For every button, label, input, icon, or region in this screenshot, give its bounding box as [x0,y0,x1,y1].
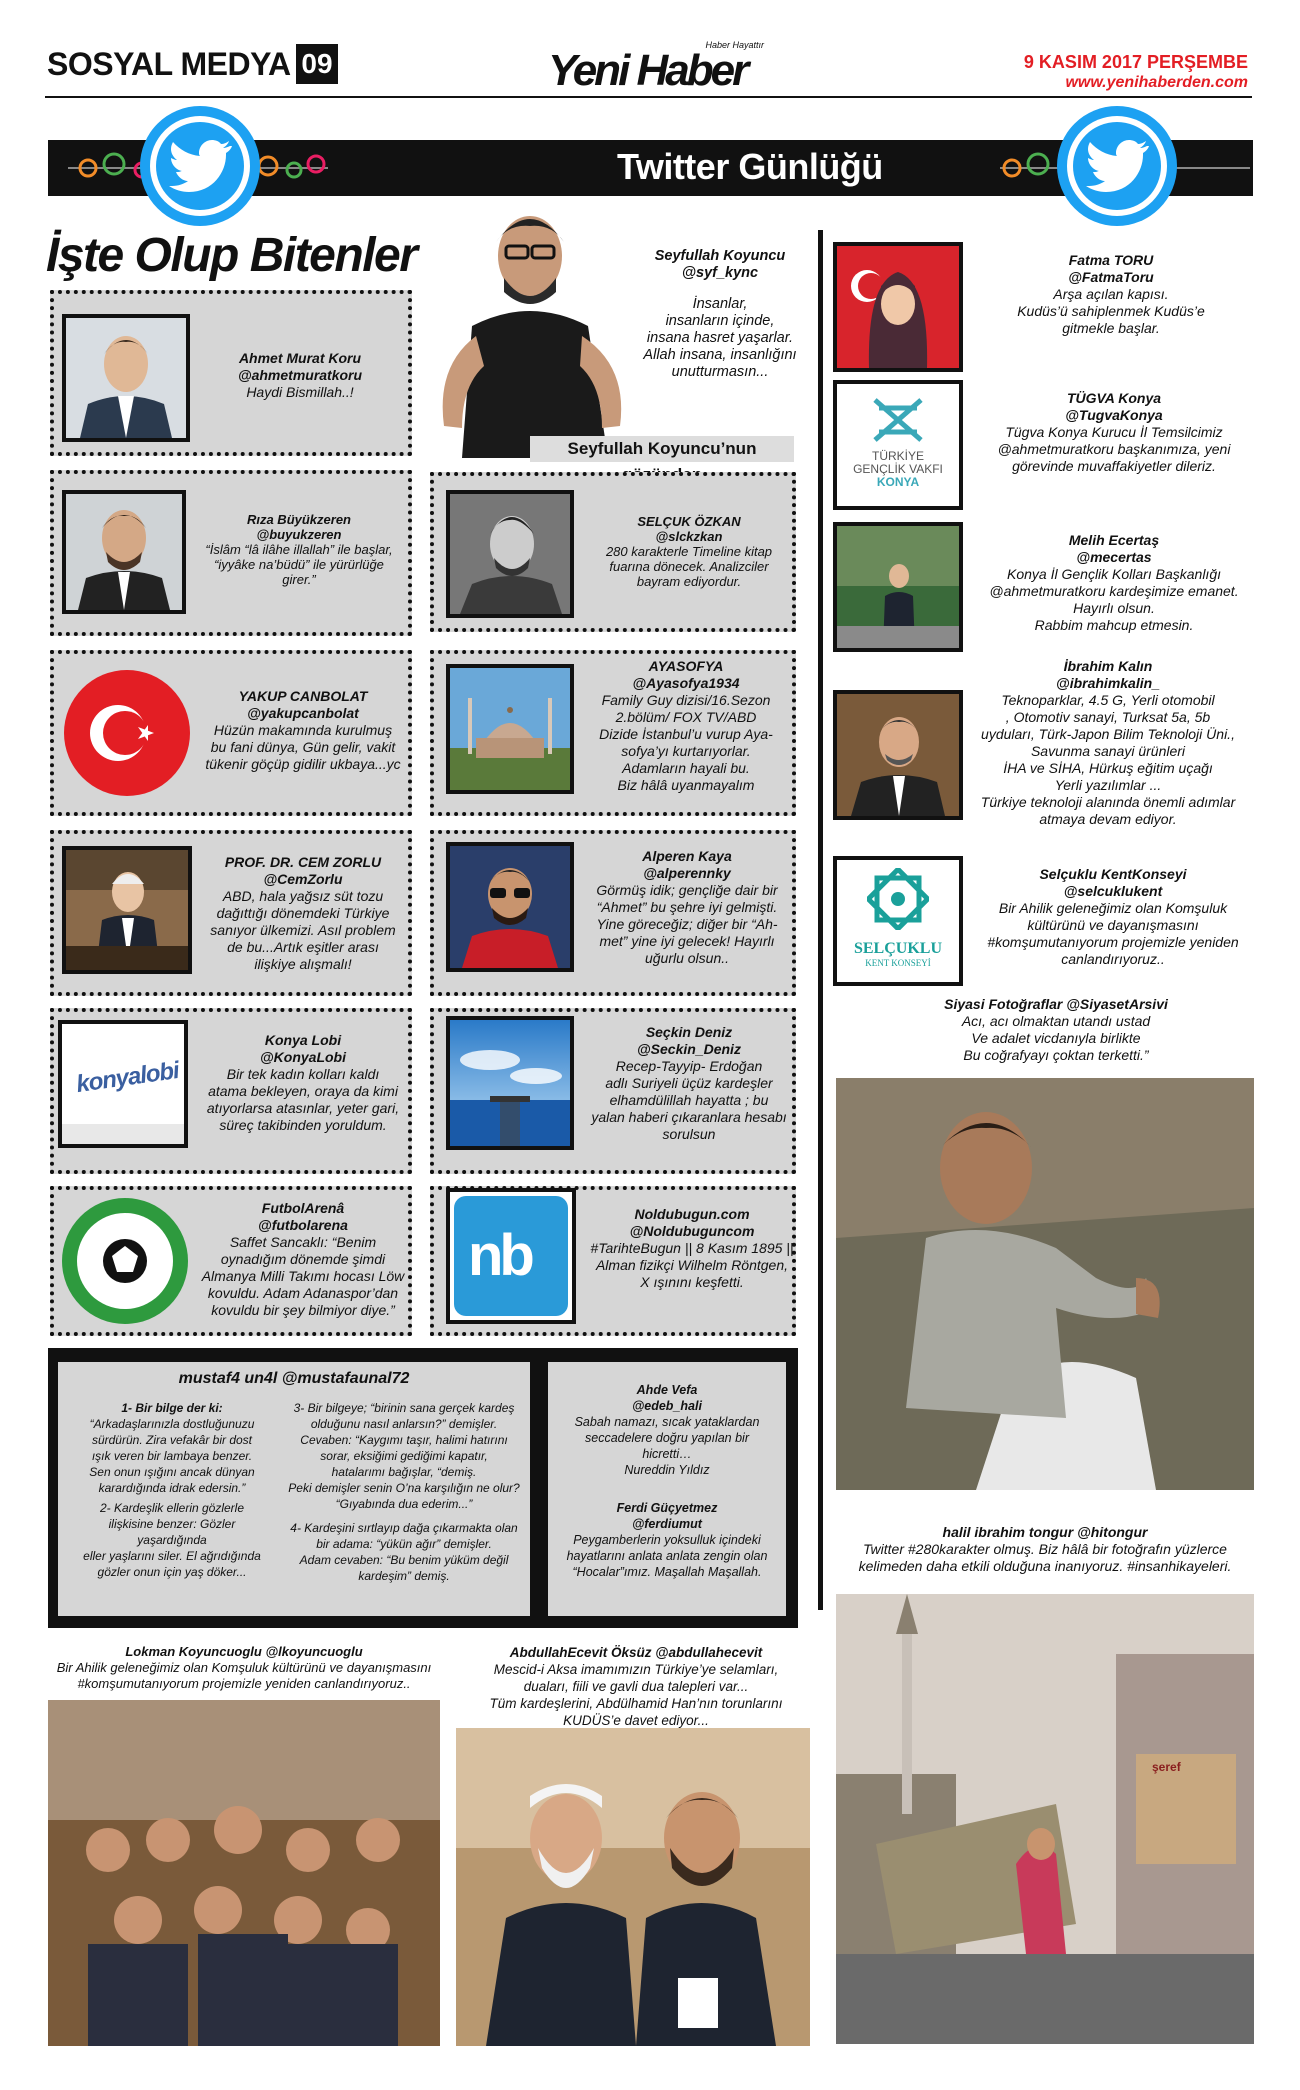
tweet-body [580,658,792,794]
tweet-line: 280 karakterle Timeline kitap [605,544,773,559]
tweet-author[interactable]: Selçuklu KentKonseyi [1039,866,1187,882]
tweet-line: seccadelere doğru yapılan bir [585,1431,749,1445]
tweet-line: #TarihteBugun || 8 Kasım 1895 || [590,1240,794,1256]
tweet-line: Almanya Milli Takımı hocası Löw [201,1268,405,1284]
text-line: ilişkisine benzer: Gözler [108,1517,236,1531]
ahde-tweet [548,1382,786,1478]
photo-tweet [46,1644,442,1692]
tweet-handle[interactable]: @buyukzeren [256,527,342,542]
tweet-line: Saffet Sancaklı: “Benim [229,1234,377,1250]
tweet-handle[interactable]: @ahmetmuratkoru [237,367,363,383]
featured-caption: Seyfullah Koyuncu’nun [530,436,794,462]
tweet-handle[interactable]: @selcuklukent [1063,883,1163,899]
text-line: Cevaben: “Kaygımı taşır, halimi hatırını [300,1433,508,1447]
tweet-handle[interactable]: @TugvaKonya [1065,407,1163,423]
tweet-line: Alman fizikçi Wilhelm Röntgen, [595,1257,789,1273]
tweet-author[interactable]: İbrahim Kalın [1063,658,1153,674]
tweet-line: Adamların hayali bu. [622,760,750,776]
tweet-handle[interactable]: @edeb_hali [632,1399,702,1413]
tweet-line: canlandırıyoruz.. [1061,951,1165,967]
tweet-line: süreç takibinden yoruldum. [219,1117,387,1133]
tweet-handle[interactable]: @FatmaToru [1068,269,1154,285]
tweet-author[interactable]: AbdullahEcevit Öksüz @abdullahecevit [509,1645,763,1660]
tweet-line: Allah insana, insanlığını [643,347,797,363]
mustafa-col1 [62,1400,282,1580]
tweet-line: görevinde muvaffakiyetler dileriz. [1012,458,1216,474]
turkish-flag-icon [62,668,192,798]
tweet-author[interactable]: Alperen Kaya [642,848,732,864]
tweet-author[interactable]: Seçkin Deniz [645,1024,733,1040]
tweet-body [196,854,410,973]
tweet-line: “İslâm “lâ ilâhe illallah” ile başlar, [205,542,393,557]
tweet-line: bayram ediyordur. [636,574,742,589]
imam-photo[interactable] [456,1728,810,2046]
twitter-bird-icon [1055,104,1179,228]
tweet-line: X ışınını keşfetti. [640,1274,744,1290]
ayasofya-photo[interactable] [446,664,574,794]
tweet-author[interactable]: YAKUP CANBOLAT [238,688,368,704]
tweet-author[interactable]: SELÇUK ÖZKAN [637,514,741,529]
avatar[interactable] [62,314,190,442]
tweet-line: insanların içinde, [665,313,775,329]
tweet-handle[interactable]: @mecertas [1076,549,1152,565]
tweet-line: @ahmetmuratkoru başkanımıza, yeni [997,441,1231,457]
mustafa-col2 [282,1400,526,1584]
avatar[interactable] [62,846,192,974]
tweet-body [190,512,408,587]
sea-photo[interactable] [446,1016,574,1150]
tweet-line: Yine göreceğiz; diğer bir “Ah- [596,916,778,932]
tweet-line: oynadığım dönemde şimdi [220,1251,386,1267]
tweet-line: Arşa açılan kapısı. [1053,286,1169,302]
tweet-line: Tügva Konya Kurucu İl Temsilcimiz [1005,424,1223,440]
tweet-handle[interactable]: @Noldubuguncom [629,1223,755,1239]
tweet-line: #komşumutanıyorum projemizle yeniden [987,934,1239,950]
tweet-author[interactable]: Rıza Büyükzeren [246,512,352,527]
tweet-line: Konya İl Gençlik Kolları Başkanlığı [1007,566,1221,582]
text-line: gözler onun için yaş döker... [97,1565,247,1579]
football-icon [60,1196,190,1326]
tweet-line: atmaya devam ediyor. [1039,811,1177,827]
tweet-author[interactable]: Melih Ecertaş [1068,532,1160,548]
tweet-handle[interactable]: @yakupcanbolat [247,705,359,721]
avatar[interactable] [62,490,186,614]
selcuklu-logo[interactable] [833,856,963,986]
tweet-line: de bu...Artık eşitler arası [227,939,379,955]
website[interactable]: www.yenihaberden.com [1065,74,1248,91]
tweet-line: , Otomotiv sanayi, Turksat 5a, 5b [1005,709,1211,725]
tweet-author[interactable]: halil ibrahim tongur @hitongur [942,1524,1148,1540]
mustafa-title[interactable]: mustaf4 un4l @mustafaunal72 [178,1370,410,1387]
tweet-line: sanıyor ülkemizi. Asıl problem [210,922,396,938]
tweet-line: tükenir göçüp gidilir ukbaya...yc [205,756,401,772]
tweet-line: atıyorlarsa atasınlar, yeter gari, [206,1100,400,1116]
section-title: SOSYAL MEDYA [47,46,291,82]
selcuklu-line: SELÇUKLU [853,940,943,957]
tweet-line: kovuldu. Adam Adanaspor’dan [207,1285,399,1301]
tweet-author[interactable]: Lokman Koyuncuoglu @lkoyuncuoglu [125,1644,363,1659]
tugva-logo[interactable] [833,380,963,510]
tweet-body [582,1024,796,1143]
tweet-line: Mescid-i Aksa imamımızın Türkiye’ye selamları, [493,1662,779,1677]
logo-text: Yeni Haber [548,46,747,95]
headline: İşte Olup Bitenler [46,229,417,282]
tweet-line: Kudüs’ü sahiplenmek Kudüs’e [1017,303,1205,319]
tweet-handle[interactable]: @slckzkan [655,529,723,544]
logo [548,38,788,98]
tweet-line: duaları, fiili ve gavli dua talepleri var... [523,1679,749,1694]
konyalobi-logo[interactable] [58,1020,188,1148]
tweet-body [986,532,1242,634]
text-line: Adam cevaben: “Bu benim yüküm değil [299,1553,509,1567]
tweet-line: sofya’yı kurtarıyorlar. [621,743,751,759]
tweet-author[interactable]: Siyasi Fotoğraflar @SiyasetArsivi [944,996,1168,1012]
text-line: Sen onun ışığını ancak dünyan [89,1465,255,1479]
tweet-line: Ve adalet vicdanıyla birlikte [971,1030,1141,1046]
text-line: olduğunu nasıl anlarsın?” demişler. [310,1417,498,1431]
text-line: 1- Bir bilge der ki: [121,1401,223,1415]
tweet-handle[interactable]: @Seckin_Deniz [637,1041,741,1057]
tweet-line: gitmekle başlar. [1062,320,1160,336]
tweet-line: Twitter #280karakter olmuş. Biz hâlâ bir fotoğrafın yüzlerce [863,1541,1227,1557]
tweet-line: Hayırlı olsun. [1073,600,1155,616]
tweet-handle[interactable]: @Ayasofya1934 [632,675,740,691]
tugva-line: TÜRKİYE [871,449,924,463]
text-line: 3- Bir bilgeye; “birinin sana gerçek kardeş [293,1401,515,1415]
tweet-handle[interactable]: @syf_kync [681,265,759,281]
text-line: eller yaşlarını siler. El ağrıdığında [83,1549,261,1563]
tweet-line: Bir Ahilik geleneğimiz olan Komşuluk [998,900,1228,916]
avatar[interactable] [446,842,574,972]
tweet-line: sorulsun [662,1126,716,1142]
tweet-line: Peygamberlerin yoksulluk içindeki [573,1533,761,1547]
tweet-line: adlı Suriyeli üçüz kardeşler [605,1075,773,1091]
text-line: “Arkadaşlarınızla dostluğunuzu [89,1417,255,1431]
tweet-line: dağıttığı dönemdeki Türkiye [216,905,390,921]
tweet-body [196,1200,410,1319]
tweet-line: Türkiye teknoloji alanında önemli adımlar [980,794,1236,810]
photo-tweet [836,1524,1254,1575]
tweet-line: ABD, hala yağsız süt tozu [222,888,384,904]
column-divider [818,230,823,1610]
tugva-line: KONYA [876,475,920,489]
tweet-line: İHA ve SİHA, Hürkuş eğitim uçağı [1003,760,1213,776]
tweet-line: yalan haberi çıkaranlara hesabı [591,1109,787,1125]
tweet-line: 2.bölüm/ FOX TV/ABD [615,709,757,725]
tweet-line: KUDÜS’e davet ediyor... [563,1713,709,1728]
text-line: sürdürün. Zira vefakâr bir dost [91,1433,253,1447]
tweet-body [996,252,1226,337]
tweet-author[interactable]: Ferdi Güçyetmez [616,1501,718,1515]
tweet-author[interactable]: TÜGVA Konya [1066,390,1162,406]
tweet-handle[interactable]: @alperennky [643,865,731,881]
tweet-line: #komşumutanıyorum projemizle yeniden canlandırıyoruz.. [77,1676,411,1691]
tweet-line: Rabbim mahcup etmesin. [1034,617,1194,633]
tweet-line: @ahmetmuratkoru kardeşimize emanet. [989,583,1239,599]
featured-photo [432,196,632,458]
tweet-author[interactable]: FutbolArenâ [261,1200,345,1216]
tweet-body [200,350,400,401]
tweet-handle[interactable]: @ferdiumut [632,1517,702,1531]
boy-photo[interactable] [836,1078,1254,1490]
text-line: sorar, eksiğimi gediğimi kapatır, [320,1449,488,1463]
tweet-line: Savunma sanayi ürünleri [1030,743,1186,759]
tweet-author[interactable]: Konya Lobi [264,1032,342,1048]
tweet-line: hayatlarını anlata anlata zengin olan [566,1549,768,1563]
tweet-line: İnsanlar, [692,296,748,312]
tweet-handle[interactable]: @futbolarena [258,1217,348,1233]
noldubugun-logo[interactable] [446,1188,576,1324]
tugva-line: GENÇLİK VAKFI [853,462,943,476]
tweet-line: uğurlu olsun.. [644,950,730,966]
tweet-line: unutturmasın... [671,364,769,380]
tweet-handle[interactable]: @CemZorlu [263,871,343,887]
tweet-line: Teknoparklar, 4.5 G, Yerli otomobil [1001,692,1215,708]
tweet-line: kovuldu bir şey bilmiyor diye.” [211,1302,395,1318]
tweet-line: bu fani dünya, Gün gelir, vakit [210,739,396,755]
tweet-author[interactable]: Ahmet Murat Koru [238,350,362,366]
tweet-line: insana hasret yaşarlar. [646,330,794,346]
text-line: “Gıyabında dua ederim...” [335,1497,473,1511]
tweet-line: Sabah namazı, sıcak yataklardan [574,1415,760,1429]
tweet-body [982,866,1244,968]
banner-title: Twitter Günlüğü [617,146,883,187]
tweet-author[interactable]: Fatma TORU [1068,252,1154,268]
tweet-body [196,1032,410,1134]
tweet-line: uyduları, Türk-Japon Bilim Teknoloji Üni., [981,726,1235,742]
tweet-line: elhamdülillah hayatta ; bu [609,1092,769,1108]
tweet-body [582,848,792,967]
header-rule [45,96,1252,98]
avatar[interactable] [833,690,963,820]
issue-date: 9 KASIM 2017 PERŞEMBE [1023,52,1248,72]
ferdi-tweet [548,1500,786,1580]
text-line: 2- Kardeşlik ellerin gözlerle [99,1501,245,1515]
tweet-author[interactable]: Noldubugun.com [634,1206,750,1222]
tweet-line: Tüm kardeşlerini, Abdülhamid Han’nın torunlarını [489,1696,783,1711]
featured-tweet [620,248,820,381]
tweet-author[interactable]: Seyfullah Koyuncu [654,248,786,264]
page-number: 09 [296,44,338,84]
tweet-line: Bir tek kadın kolları kaldı [226,1066,380,1082]
twitter-bird-icon [138,104,262,228]
tweet-author[interactable]: PROF. DR. CEM ZORLU [224,854,382,870]
tweet-line: Dizide İstanbul’u vurup Aya- [599,726,773,742]
tweet-line: Recep-Tayyip- Erdoğan [615,1058,763,1074]
tweet-line: kelimeden daha etkili olduğuna inanıyoruz. #insanhikayeleri. [858,1558,1232,1574]
photo-tweet [456,1644,816,1729]
tweet-line: “Ahmet” bu şehre iyi gelmişti. [596,899,778,915]
tweet-line: Haydi Bismillah..! [246,384,354,400]
tweet-line: Acı, acı olmaktan utandı ustad [961,1013,1151,1029]
photo-tweet [876,996,1236,1064]
tweet-body [586,514,792,589]
tweet-line: Family Guy dizisi/16.Sezon [601,692,771,708]
shop-sign: şeref [1152,1760,1181,1774]
konyalobi-wordmark: konyalobi [74,1056,181,1099]
avatar[interactable] [833,242,963,372]
text-line: yaşardığında [137,1533,207,1547]
tweet-body [990,390,1238,475]
text-line: ışık veren bir lambaya benzer. [91,1449,253,1463]
tweet-line: Biz hâlâ uyanmayalım [617,777,755,793]
text-line: kardeşim” demiş. [358,1569,450,1583]
tweet-body [196,688,410,773]
street-photo[interactable] [836,1594,1254,2044]
text-line: karardığında idrak edersin.” [98,1481,246,1495]
tweet-line: “Hocalar”ımız. Maşallah Maşallah. [572,1565,762,1579]
tweet-line: Nureddin Yıldız [624,1463,710,1477]
tweet-line: Yerli yazılımlar ... [1054,777,1162,793]
children-photo[interactable] [48,1700,440,2046]
tweet-body [972,658,1244,828]
avatar[interactable] [446,490,574,618]
tweet-line: girer.” [282,572,316,587]
tweet-line: Görmüş idik; gençliğe dair bir [596,882,778,898]
text-line: bir adama: “yükün ağır” demişler. [316,1537,492,1551]
tweet-line: kültürünü ve dayanışmasını [1027,917,1199,933]
selcuklu-line: KENT KONSEYİ [865,958,931,968]
tweet-line: atama bekleyen, oraya da kimi [208,1083,398,1099]
tweet-line: “iyyâke na’büdü” ile yürürlüğe [214,557,384,572]
tweet-author[interactable]: AYASOFYA [648,658,724,674]
tweet-handle[interactable]: @KonyaLobi [260,1049,346,1065]
nb-icon: nb [468,1223,531,1288]
tweet-handle[interactable]: @ibrahimkalin_ [1056,675,1160,691]
logo-small: Haber Hayattır [705,40,764,50]
text-line: Peki demişler senin O’na karşılığın ne olur? [288,1481,520,1495]
tweet-line: hicretti… [642,1447,692,1461]
tweet-line: Hüzün makamında kurulmuş [213,722,393,738]
tweet-line: ilişkiye alışmalı! [254,956,352,972]
text-line: 4- Kardeşini sırtlayıp dağa çıkarmakta olan [290,1521,518,1535]
tweet-line: Bu coğrafyayı çoktan terketti.” [963,1047,1149,1063]
avatar[interactable] [833,522,963,652]
tweet-author[interactable]: Ahde Vefa [636,1383,698,1397]
tweet-line: fuarına dönecek. Analizciler [609,559,769,574]
tweet-line: met” yine iyi gelecek! Hayırlı [599,933,775,949]
tweet-line: Bir Ahilik geleneğimiz olan Komşuluk kültürünü ve dayanışmasını [56,1660,432,1675]
text-line: hatalarımı bağışlar, “demiş. [331,1465,477,1479]
tweet-body [584,1206,800,1291]
